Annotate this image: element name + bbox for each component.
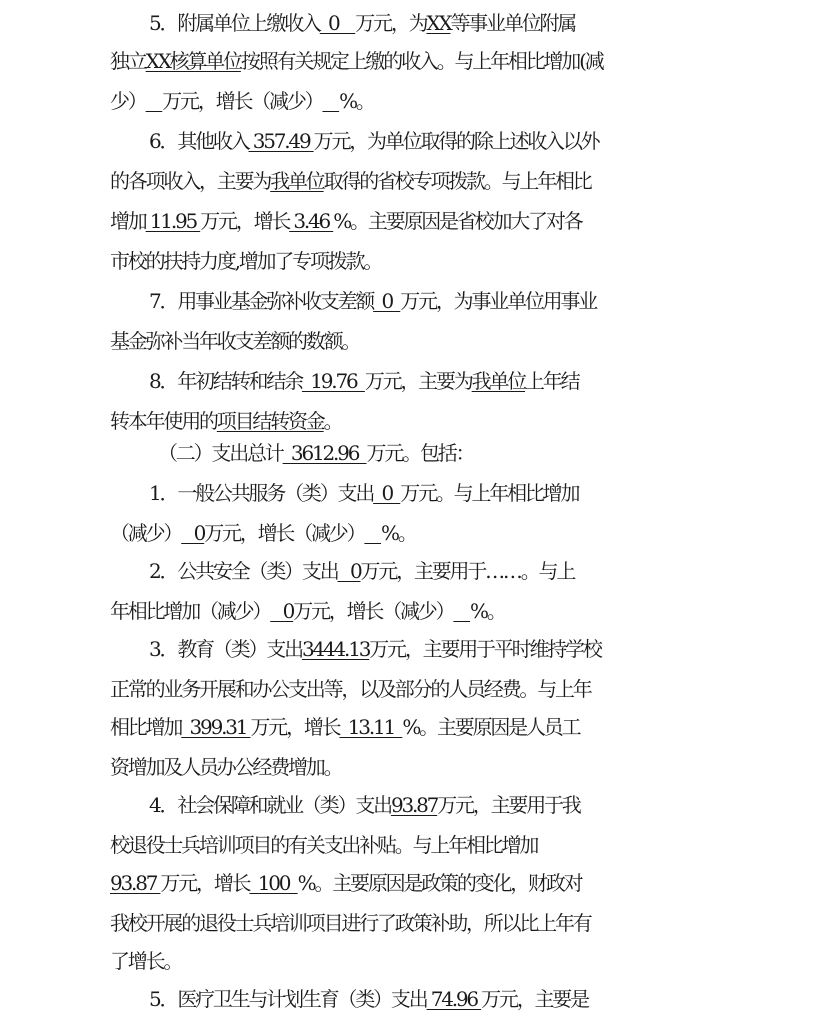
- underlined-value: 19.76: [301, 369, 365, 393]
- text-segment: 按照有关规定上缴的收入。与上年相比增加(减: [240, 49, 603, 73]
- text-segment: 。: [323, 409, 342, 433]
- text-line: [0, 438, 825, 468]
- text-segment: 万元，主要用于平时维持学校: [369, 637, 601, 661]
- text-segment: （减少）: [110, 521, 182, 545]
- underlined-value: 93.87: [110, 871, 161, 895]
- text-segment: 万元，增长: [250, 715, 340, 739]
- text-segment: %。主要原因是人员工: [402, 715, 580, 739]
- text-line: [0, 406, 825, 436]
- text-segment: 万元，增长（减少）: [293, 599, 454, 623]
- text-segment: 万元，主要用于……。与上: [360, 559, 575, 583]
- text-segment: 上年结: [525, 369, 579, 393]
- text-segment: 万元，增长（减少）: [162, 89, 323, 113]
- text-line: [0, 518, 825, 548]
- text-segment: 了增长。: [110, 949, 182, 973]
- text-line: [0, 366, 825, 396]
- text-segment: 万元，增长（减少）: [204, 521, 365, 545]
- underlined-value: 3612.96: [282, 441, 367, 465]
- text-segment: 5．医疗卫生与计划生育（类）支出: [149, 987, 427, 1011]
- text-segment: %。主要原因是政策的变化，财政对: [297, 871, 582, 895]
- text-line: [0, 868, 825, 898]
- text-segment: %。主要原因是省校加大了对各: [333, 209, 582, 233]
- text-segment: 市校的扶持力度,增加了专项拨款。: [110, 249, 382, 273]
- text-segment: 万元，主要用于我: [437, 793, 580, 817]
- text-segment: 万元，增长: [200, 209, 290, 233]
- text-segment: 3．教育（类）支出: [149, 637, 302, 661]
- underlined-value: [146, 89, 163, 113]
- text-segment: 相比增加: [110, 715, 182, 739]
- text-line: [0, 8, 825, 38]
- underlined-value: 100: [249, 871, 298, 895]
- text-line: [0, 166, 825, 196]
- underlined-value: 0: [337, 559, 361, 583]
- text-line: [0, 596, 825, 626]
- text-segment: 独立: [110, 49, 146, 73]
- underlined-value: 0: [181, 521, 205, 545]
- underlined-value: [322, 89, 339, 113]
- text-segment: 万元，为单位取得的除上述收入以外: [313, 129, 599, 153]
- underlined-value: 357.49: [248, 129, 314, 153]
- underlined-value: [364, 521, 381, 545]
- text-segment: 万元。与上年相比增加: [400, 481, 579, 505]
- text-line: [0, 634, 825, 664]
- underlined-value: 13.11: [339, 715, 403, 739]
- underlined-value: 0: [319, 11, 356, 35]
- text-segment: 基金弥补当年收支差额的数额。: [110, 329, 360, 353]
- underlined-value: 项目结转资金: [216, 409, 324, 433]
- text-line: [0, 946, 825, 976]
- text-segment: %。: [470, 599, 505, 623]
- text-segment: 万元，为: [355, 11, 427, 35]
- underlined-value: 74.96: [426, 987, 482, 1011]
- text-segment: 4．社会保障和就业（类）支出: [149, 793, 391, 817]
- underlined-value: XX核算单位: [145, 49, 241, 73]
- underlined-value: 0: [270, 599, 294, 623]
- text-segment: 转本年使用的: [110, 409, 217, 433]
- text-line: [0, 126, 825, 156]
- text-line: [0, 556, 825, 586]
- text-segment: %。: [381, 521, 416, 545]
- text-segment: 万元，为事业单位用事业: [400, 289, 597, 313]
- text-segment: 的各项收入，主要为: [110, 169, 271, 193]
- text-line: [0, 86, 825, 116]
- text-segment: %。: [339, 89, 374, 113]
- text-segment: 万元，增长: [160, 871, 250, 895]
- text-segment: 少）: [110, 89, 146, 113]
- text-segment: 万元，主要为: [364, 369, 472, 393]
- underlined-value: 我单位: [471, 369, 526, 393]
- text-segment: 取得的省校专项拨款。与上年相比: [323, 169, 591, 193]
- text-segment: 8．年初结转和结余: [149, 369, 302, 393]
- text-line: [0, 790, 825, 820]
- text-segment: 校退役士兵培训项目的有关支出补贴。与上年相比增加: [110, 833, 538, 857]
- text-segment: 5．附属单位上缴收入: [149, 11, 320, 35]
- text-segment: 正常的业务开展和办公支出等，以及部分的人员经费。与上年: [110, 677, 591, 701]
- text-segment: （二）支出总计: [158, 441, 283, 465]
- text-line: [0, 478, 825, 508]
- text-line: [0, 286, 825, 316]
- underlined-value: [453, 599, 470, 623]
- underlined-value: XX: [426, 11, 451, 35]
- text-line: [0, 908, 825, 938]
- underlined-value: 399.31: [181, 715, 251, 739]
- text-segment: 年相比增加（减少）: [110, 599, 271, 623]
- text-line: [0, 46, 825, 76]
- underlined-value: 3444.13: [301, 637, 370, 661]
- text-segment: 我校开展的退役士兵培训项目进行了政策补助，所以比上年有: [110, 911, 591, 935]
- text-line: [0, 674, 825, 704]
- text-line: [0, 206, 825, 236]
- text-segment: 万元。包括：: [366, 441, 474, 465]
- text-line: [0, 984, 825, 1014]
- text-segment: 1．一般公共服务（类）支出: [149, 481, 374, 505]
- text-line: [0, 712, 825, 742]
- text-line: [0, 752, 825, 782]
- underlined-value: 11.95: [145, 209, 201, 233]
- text-segment: 增加: [110, 209, 146, 233]
- underlined-value: 93.87: [390, 793, 438, 817]
- text-segment: 资增加及人员办公经费增加。: [110, 755, 342, 779]
- text-segment: 万元，主要是: [481, 987, 588, 1011]
- text-line: [0, 830, 825, 860]
- underlined-value: 我单位: [270, 169, 324, 193]
- text-line: [0, 246, 825, 276]
- text-segment: 2．公共安全（类）支出: [149, 559, 338, 583]
- text-segment: 等事业单位附属: [450, 11, 576, 35]
- text-segment: 6．其他收入: [149, 129, 249, 153]
- text-segment: 7．用事业基金弥补收支差额: [149, 289, 374, 313]
- underlined-value: 0: [373, 481, 401, 505]
- text-line: [0, 326, 825, 356]
- underlined-value: 0: [373, 289, 401, 313]
- underlined-value: 3.46: [289, 209, 334, 233]
